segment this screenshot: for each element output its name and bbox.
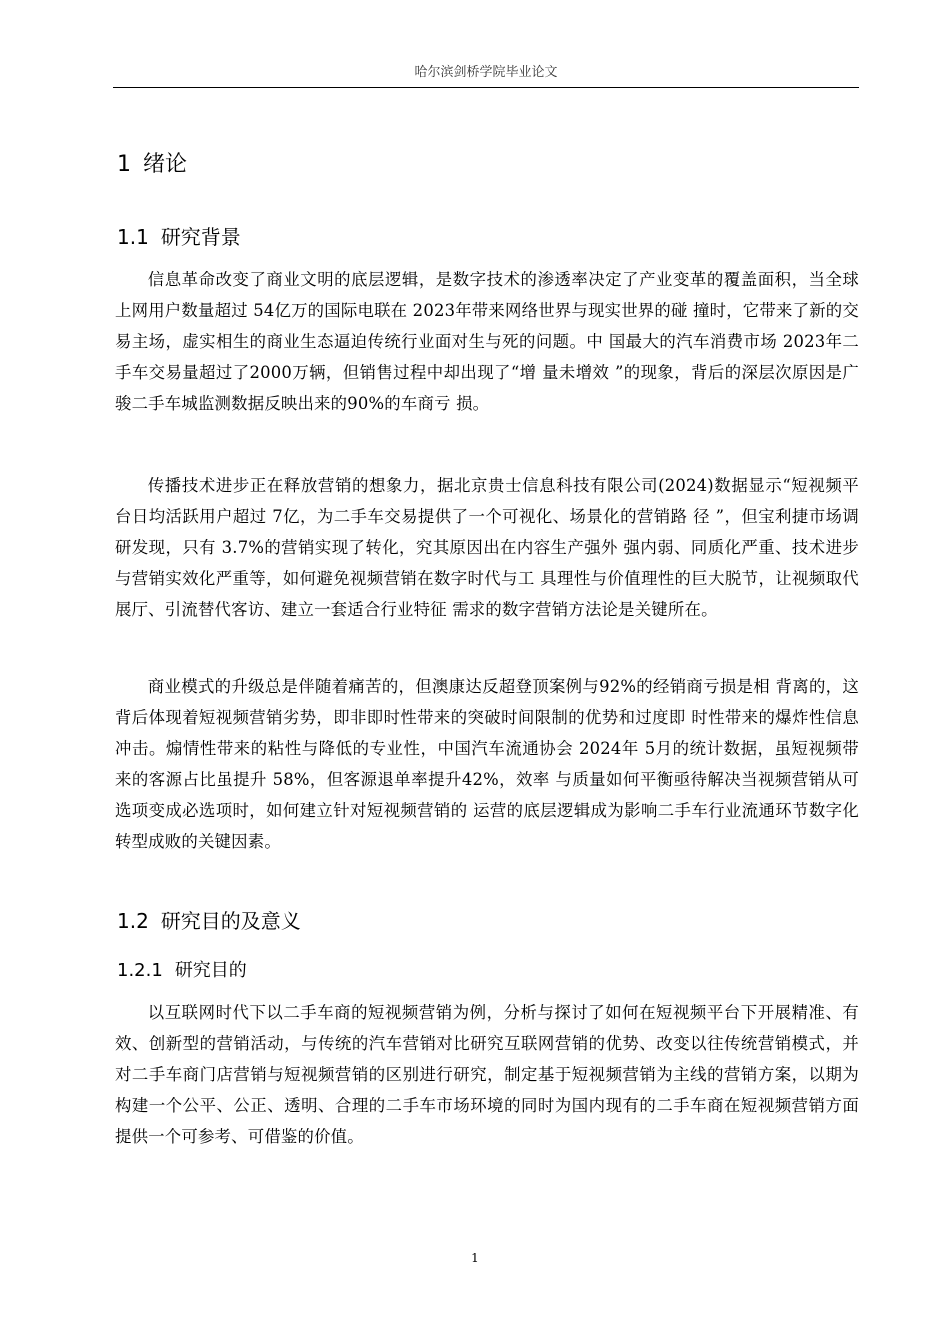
header-rule bbox=[113, 87, 859, 88]
paragraph-purpose-1: 以互联网时代下以二手车商的短视频营销为例，分析与探讨了如何在短视频平台下开展精准、有效、创新型的营销活动，与传统的汽车营销对比研究互联网营销的优势、改变以往传统营销模式，并对二手车商门店营销与短视频营销的区别进行研究，制定基于短视频营销为主线的营销方案，以期为构建一个公平、公正、透明、合理的二手车市场环境的同时为国内现有的二手车商在短视频营销方面提供一个可参考、可借鉴的价值。 bbox=[115, 1003, 859, 1146]
section-title: 研究背景 bbox=[160, 225, 241, 249]
subsection-heading-1-2-1 bbox=[117, 958, 247, 984]
paragraph-background-3: 商业模式的升级总是伴随着痛苦的，但澳康达反超登顶案例与92%的经销商亏损是相 背离的，这背后体现着短视频营销劣势，即非即时性带来的突破时间限制的优势和过度即 时性带来的爆炸性信息冲击。煽情性带来的粘性与降低的专业性，中国汽车流通协会 2024年 5月的统计数据，虽短视频带来的客源占比虽提升 58%，但客源退单率提升42%，效率 与质量如何平衡亟待解决当视频营销从可选项变成必选项时，如何建立针对短视频营销的 运营的底层逻辑成为影响二手车行业流通环节数字化转型成败的关键因素。 bbox=[115, 677, 859, 851]
chapter-number: 1 bbox=[117, 152, 131, 177]
paragraph-background-2: 传播技术进步正在释放营销的想象力，据北京贵士信息科技有限公司(2024)数据显示“短视频平台日均活跃用户超过 7亿，为二手车交易提供了一个可视化、场景化的营销路 径 ”，但宝利捷市场调研发现，只有 3.7%的营销实现了转化，究其原因出在内容生产强外 强内弱、同质化严重、技术进步与营销实效化严重等，如何避免视频营销在数字时代与工 具理性与价值理性的巨大脱节，让视频取代展厅、引流替代客访、建立一套适合行业特征 需求的数字营销方法论是关键所在。 bbox=[115, 476, 859, 619]
section-heading-1-2 bbox=[117, 907, 301, 935]
paragraph-background-1: 信息革命改变了商业文明的底层逻辑，是数字技术的渗透率决定了产业变革的覆盖面积，当全球上网用户数量超过 54亿万的国际电联在 2023年带来网络世界与现实世界的碰 撞时，它带来了新的交易主场，虚实相生的商业生态逼迫传统行业面对生与死的问题。中 国最大的汽车消费市场 2023年二手车交易量超过了2000万辆，但销售过程中却出现了“增 量未增效 ”的现象，背后的深层次原因是广骏二手车城监测数据反映出来的90%的车商亏 损。 bbox=[115, 270, 859, 413]
section-heading-1-1 bbox=[117, 223, 241, 251]
running-header: 哈尔滨剑桥学院毕业论文 bbox=[414, 65, 558, 80]
chapter-heading bbox=[117, 150, 187, 180]
section-number: 1.2 bbox=[117, 909, 149, 933]
subsection-title: 研究目的 bbox=[174, 960, 247, 981]
section-number: 1.1 bbox=[117, 225, 149, 249]
subsection-number: 1.2.1 bbox=[117, 960, 163, 981]
chapter-title: 绪论 bbox=[143, 152, 188, 177]
section-title: 研究目的及意义 bbox=[160, 909, 301, 933]
page-number: 1 bbox=[471, 1251, 479, 1265]
